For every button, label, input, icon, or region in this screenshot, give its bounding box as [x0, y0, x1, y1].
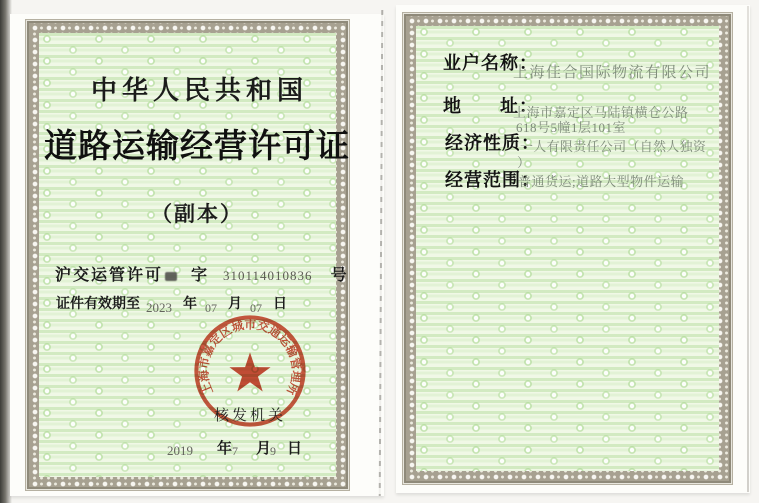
- validity-label: 证件有效期至: [56, 297, 140, 312]
- day-unit: 日: [273, 297, 287, 312]
- economic-nature-value-line1: 一人有限责任公司（自然人独资: [520, 139, 707, 154]
- validity-year: 2023: [146, 300, 172, 315]
- license-suffix: 号: [330, 267, 347, 284]
- issue-month: 7: [232, 444, 238, 458]
- issue-month-unit: 月: [256, 441, 272, 457]
- address-value-line2: 618号5幢1层101室: [516, 120, 627, 135]
- certificate-right-page: [396, 5, 750, 493]
- business-scope-label: 经营范围：: [445, 170, 540, 190]
- validity-month: 07: [205, 301, 217, 315]
- star-icon: [229, 352, 270, 391]
- address-value-line1: 上海市嘉定区马陆镇横仓公路: [513, 105, 689, 120]
- issue-day: 9: [270, 444, 276, 458]
- owner-name-value: 上海佳合国际物流有限公司: [513, 65, 712, 81]
- right-page-edge: [747, 6, 749, 492]
- validity-line: [56, 293, 287, 313]
- ornamental-border-right: [405, 15, 730, 482]
- certificate-left-page: [10, 14, 384, 496]
- certificate-title: 道路运输经营许可证: [44, 127, 350, 164]
- issue-day-unit: 日: [287, 441, 303, 457]
- year-unit: 年: [183, 297, 197, 312]
- address-label: 地 址：: [443, 96, 538, 116]
- license-number: 310114010836: [223, 268, 313, 283]
- country-heading: 中华人民共和国: [90, 76, 308, 105]
- economic-nature-label: 经济性质：: [445, 133, 540, 153]
- license-number-line: [55, 262, 347, 285]
- issue-year: 2019: [167, 443, 193, 458]
- seal-arc-text: 上海市嘉定区城市交通运输管理所: [196, 317, 304, 398]
- economic-nature-value-line2: ）: [517, 155, 531, 170]
- issue-date-line: [10, 437, 384, 467]
- license-zi-char: 字: [191, 267, 208, 284]
- business-scope-value: 普通货运;道路大型物件运输: [518, 174, 685, 189]
- issue-year-unit: 年: [217, 441, 233, 457]
- issuer-label: 核发机关: [213, 407, 286, 424]
- month-unit: 月: [228, 297, 242, 312]
- redaction-mark: [165, 272, 177, 281]
- license-prefix: 沪交运管许可: [55, 267, 164, 284]
- owner-name-label: 业户名称：: [443, 53, 538, 73]
- copy-type-label: （副本）: [151, 202, 243, 226]
- validity-day: 07: [250, 301, 262, 315]
